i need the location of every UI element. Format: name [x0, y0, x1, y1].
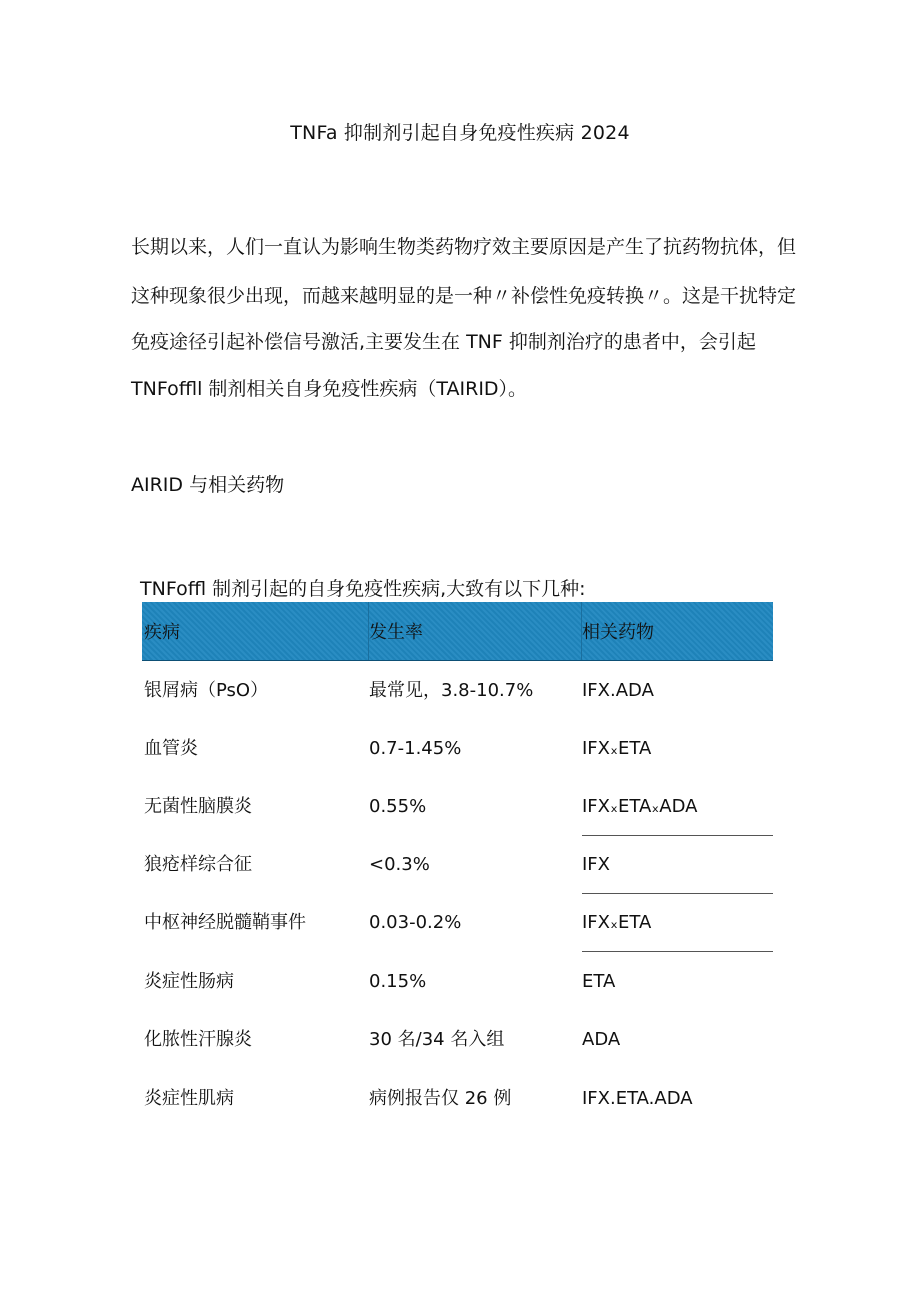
table-row: [142, 778, 773, 836]
intro-line-2: 这种现象很少出现，而越来越明显的是一种〃补偿性免疫转换〃。这是干扰特定: [131, 285, 797, 307]
intro-line-1: 长期以来，人们一直认为影响生物类药物疗效主要原因是产生了抗药物抗体，但: [131, 236, 797, 258]
cell-rate: 0.7-1.45%: [369, 738, 462, 759]
cell-rate: 30 名/34 名入组: [369, 1029, 505, 1050]
table-row: [142, 894, 773, 952]
cell-drugs: IFXₓETA: [582, 738, 652, 759]
cell-disease: 狼疮样综合征: [144, 854, 252, 875]
cell-drugs: ETA: [582, 971, 616, 992]
document-title: TNFa 抑制剂引起自身免疫性疾病 2024: [290, 122, 630, 144]
table-header-row: [142, 602, 773, 661]
cell-rate: 0.15%: [369, 971, 427, 992]
cell-rate: 最常见，3.8-10.7%: [369, 680, 534, 701]
cell-drugs: IFXₓETAₓADA: [582, 796, 698, 817]
cell-drugs: IFX.ADA: [582, 680, 654, 701]
table-row: [142, 1011, 773, 1069]
cell-disease: 血管炎: [144, 738, 198, 759]
cell-disease: 中枢神经脱髓鞘事件: [144, 912, 306, 933]
header-rate: 发生率: [369, 622, 423, 643]
table-row: [142, 836, 773, 894]
cell-drugs: IFXₓETA: [582, 912, 652, 933]
header-drugs: 相关药物: [582, 622, 654, 643]
header-disease: 疾病: [144, 622, 180, 643]
cell-disease: 炎症性肠病: [144, 971, 234, 992]
cell-rate: 0.03-0.2%: [369, 912, 462, 933]
table-row: [142, 953, 773, 1011]
cell-disease: 炎症性肌病: [144, 1088, 234, 1109]
table-caption: TNFoffl 制剂引起的自身免疫性疾病,大致有以下几种:: [140, 578, 586, 600]
cell-underline: [582, 951, 773, 952]
section-heading: AIRID 与相关药物: [131, 474, 285, 496]
cell-disease: 银屑病（PsO）: [144, 680, 269, 701]
cell-drugs: ADA: [582, 1029, 621, 1050]
cell-disease: 化脓性汗腺炎: [144, 1029, 252, 1050]
intro-line-3: 免疫途径引起补偿信号激活,主要发生在 TNF 抑制剂治疗的患者中，会引起: [131, 331, 756, 353]
cell-drugs: IFX.ETA.ADA: [582, 1088, 693, 1109]
table-row: [142, 662, 773, 720]
cell-disease: 无菌性脑膜炎: [144, 796, 252, 817]
cell-rate: 0.55%: [369, 796, 427, 817]
table-row: [142, 1070, 773, 1128]
cell-rate: 病例报告仅 26 例: [369, 1088, 512, 1109]
intro-line-4: TNFoffll 制剂相关自身免疫性疾病（TAIRID）。: [131, 378, 528, 400]
cell-rate: <0.3%: [369, 854, 430, 875]
table-row: [142, 720, 773, 778]
cell-drugs: IFX: [582, 854, 610, 875]
